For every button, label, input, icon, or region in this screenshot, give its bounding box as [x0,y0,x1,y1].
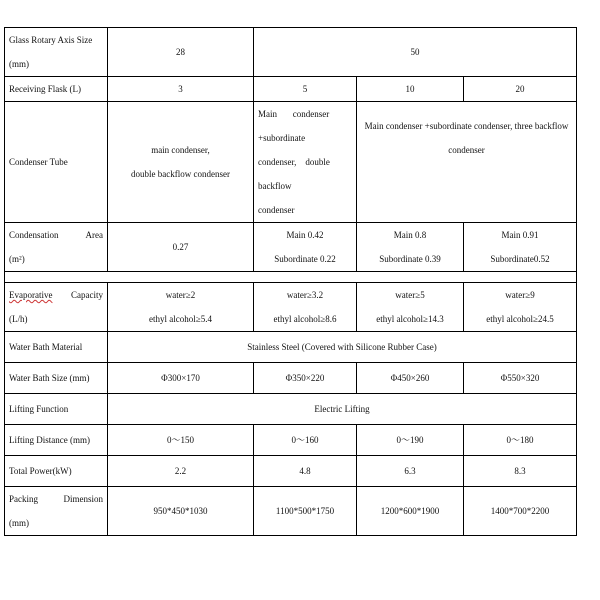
label-condenser-tube: Condenser Tube [5,102,108,223]
condenser-v1 [108,102,254,223]
label-water-bath-size: Water Bath Size (mm) [5,363,108,394]
evap-v4-line2: ethyl alcohol≥24.5 [486,314,554,324]
label-packing-dimension-word1: Packing [9,494,38,504]
condenser-v2 [254,102,357,223]
label-evaporative-capacity-word1: Evaporative [9,290,53,300]
label-evaporative-capacity [5,283,108,332]
row-axis-size [5,28,577,77]
area-v2-line2: Subordinate 0.22 [274,254,336,264]
evap-v4 [464,283,577,332]
label-packing-dimension-line1 [9,487,103,511]
label-condensation-area [5,223,108,272]
flask-v2: 5 [254,77,357,102]
row-total-power [5,456,577,487]
label-axis-size-line2: (mm) [9,59,29,69]
label-condensation-area-word2: Area [85,230,103,240]
evap-v1 [108,283,254,332]
packing-v4: 1400*700*2200 [464,487,577,536]
bath-size-v4: Φ550×320 [464,363,577,394]
area-v1: 0.27 [108,223,254,272]
condenser-v1-line2: double backflow condenser [131,169,230,179]
condenser-v2-line1: Main condenser [258,109,330,119]
row-water-bath-size [5,363,577,394]
row-receiving-flask [5,77,577,102]
lift-dist-v2: 0～160 [254,425,357,456]
row-water-bath-material [5,332,577,363]
condenser-v2-line4: backflow [258,181,292,191]
area-v3-line2: Subordinate 0.39 [379,254,441,264]
spec-table [4,27,577,536]
area-v2-line1: Main 0.42 [286,230,324,240]
row-gap [5,272,577,283]
flask-v1: 3 [108,77,254,102]
power-v4: 8.3 [464,456,577,487]
area-v4-line2: Subordinate0.52 [490,254,550,264]
condenser-v3-line1: Main condenser +subordinate condenser, three backflow [364,121,569,131]
bath-size-v1: Φ300×170 [108,363,254,394]
evap-v1-line2: ethyl alcohol≥5.4 [149,314,212,324]
label-axis-size-line1: Glass Rotary Axis Size [9,35,93,45]
label-lifting-distance: Lifting Distance (mm) [5,425,108,456]
power-v2: 4.8 [254,456,357,487]
evap-v2 [254,283,357,332]
bath-size-v2: Φ350×220 [254,363,357,394]
packing-v2: 1100*500*1750 [254,487,357,536]
axis-size-v2: 50 [254,28,577,77]
packing-v3: 1200*600*1900 [357,487,464,536]
label-condensation-area-line2: (m²) [9,254,25,264]
label-evaporative-capacity-line1 [9,283,103,307]
row-condensation-area [5,223,577,272]
condenser-v2-line5: condenser [258,205,295,215]
evap-v3-line1: water≥5 [395,290,425,300]
row-evaporative-capacity [5,283,577,332]
lift-dist-v4: 0～180 [464,425,577,456]
label-water-bath-material: Water Bath Material [5,332,108,363]
area-v4 [464,223,577,272]
label-condensation-area-line1 [9,223,103,247]
label-total-power: Total Power(kW) [5,456,108,487]
flask-v3: 10 [357,77,464,102]
condenser-v1-line1: main condenser, [151,145,210,155]
packing-v1: 950*450*1030 [108,487,254,536]
evap-v3 [357,283,464,332]
power-v3: 6.3 [357,456,464,487]
axis-size-v1: 28 [108,28,254,77]
water-bath-material-value: Stainless Steel (Covered with Silicone Rubber Case) [108,332,577,363]
label-evaporative-capacity-word2: Capacity [71,290,103,300]
lifting-function-value: Electric Lifting [108,394,577,425]
label-packing-dimension-word2: Dimension [63,494,103,504]
lift-dist-v1: 0～150 [108,425,254,456]
row-gap-cell [5,272,577,283]
top-strip [0,0,600,27]
row-packing-dimension [5,487,577,536]
power-v1: 2.2 [108,456,254,487]
area-v4-line1: Main 0.91 [501,230,539,240]
row-lifting-distance [5,425,577,456]
condenser-v3 [357,102,577,223]
bath-size-v3: Φ450×260 [357,363,464,394]
label-evaporative-capacity-line2: (L/h) [9,314,28,324]
evap-v2-line1: water≥3.2 [286,290,324,300]
label-axis-size [5,28,108,77]
row-lifting-function [5,394,577,425]
area-v3 [357,223,464,272]
label-packing-dimension-line2: (mm) [9,518,29,528]
label-condensation-area-word1: Condensation [9,230,59,240]
label-receiving-flask: Receiving Flask (L) [5,77,108,102]
label-lifting-function: Lifting Function [5,394,108,425]
condenser-v3-line2: condenser [448,145,485,155]
row-condenser-tube [5,102,577,223]
evap-v3-line2: ethyl alcohol≥14.3 [376,314,444,324]
condenser-v2-line3: condenser, double [258,157,330,167]
lift-dist-v3: 0～190 [357,425,464,456]
area-v2 [254,223,357,272]
label-packing-dimension [5,487,108,536]
condenser-v2-line2: +subordinate [258,133,306,143]
evap-v2-line2: ethyl alcohol≥8.6 [273,314,337,324]
flask-v4: 20 [464,77,577,102]
evap-v4-line1: water≥9 [505,290,535,300]
evap-v1-line1: water≥2 [165,290,196,300]
area-v3-line1: Main 0.8 [393,230,427,240]
